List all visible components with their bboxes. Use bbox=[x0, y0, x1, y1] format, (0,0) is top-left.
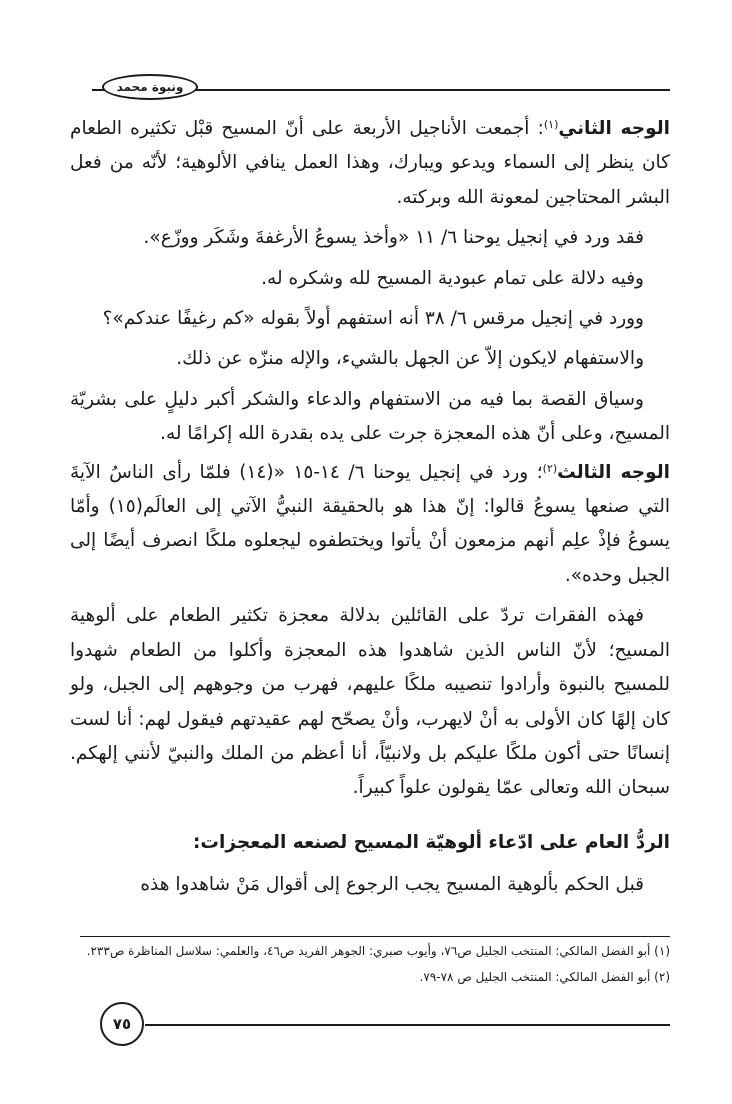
running-title: ونبوة محمد bbox=[102, 74, 198, 100]
footnote: (١) أبو الفضل المالكي: المنتخب الجليل ص٧٦، وأيوب صبري: الجوهر الفريد ص٤٦، والعلمي: سلاسل المناظرة ص٢٣٣. bbox=[86, 944, 670, 958]
page-number: ٧٥ bbox=[100, 1002, 144, 1046]
paragraph-second-aspect bbox=[70, 108, 670, 215]
paragraph-third-aspect bbox=[70, 452, 670, 594]
paragraph: فقد ورد في إنجيل يوحنا ٦/ ١١ «وأخذ يسوعُ الأرغفةَ وشَكَر ووزّع». bbox=[143, 227, 644, 249]
footnotes bbox=[70, 938, 670, 990]
section-heading: الردُّ العام على ادّعاء ألوهيّة المسيح لصنعه المعجزات: bbox=[193, 831, 670, 853]
footnote: (٢) أبو الفضل المالكي: المنتخب الجليل ص ٧٨-٧٩. bbox=[419, 970, 670, 984]
footnote-separator bbox=[80, 936, 670, 937]
footer-rule bbox=[145, 1024, 670, 1026]
paragraph: وورد في إنجيل مرقس ٦/ ٣٨ أنه استفهم أولاً بقوله «كم رغيفًا عندكم»؟ bbox=[102, 308, 644, 330]
paragraph: والاستفهام لايكون إلاّ عن الجهل بالشيء، والإله منزّه عن ذلك. bbox=[176, 348, 644, 370]
paragraph-text: ؛ ورد في إنجيل يوحنا ٦/ ١٤-١٥ «(١٤) فلمّا رأى الناسُ الآيةَ التي صنعها يسوعُ قالوا: إنّ هذا هو بالحقيقة النبيُّ الآتي إلى العالَم(١٥) وأمّا يسوعُ فإذْ علِم أنهم مزمعون أنْ يأتوا ويختطفوه ليجعلوه ملكًا انصرف أيضًا إلى الجبل وحده». bbox=[70, 461, 671, 586]
paragraph: وسياق القصة بما فيه من الاستفهام والدعاء والشكر أكبر دليلٍ على بشريّة المسيح، وعلى أنّ هذه المعجزة جرت على يده بقدرة الله إكرامًا له. bbox=[70, 388, 670, 445]
section-label: الوجه الثالث bbox=[557, 461, 670, 483]
paragraph-text: : أجمعت الأناجيل الأربعة على أنّ المسيح قبْل تكثيره الطعام كان ينظر إلى السماء ويدعو ويبارك، وهذا العمل ينافي الألوهية؛ لأنّه من فعل البشر المحتاجين لمعونة الله وبركته. bbox=[70, 118, 670, 208]
section-label: الوجه الثاني bbox=[558, 118, 670, 139]
paragraph: فهذه الفقرات تردّ على القائلين بدلالة معجزة تكثير الطعام على ألوهية المسيح؛ لأنّ الناس الذين شاهدوا هذه المعجزة وأكلوا من الطعام شهدوا للمسيح بالنبوة وأرادوا تنصيبه ملكًا عليهم، فهرب من وجوههم إلى الجبل، ولو كان إلهًا كان الأولى به أنْ لايهرب، وأنْ يصحّح لهم عقيدتهم فيقول لهم: أنا لست إنسانًا حتى أكون ملكًا عليكم بل ولانبيّاً، أنا أعظم من الملك والنبيّ لأنني إلهكم. سبحان الله وتعالى عمّا يقولون علواً كبيراً. bbox=[70, 605, 670, 799]
paragraph: وفيه دلالة على تمام عبودية المسيح لله وشكره له. bbox=[261, 267, 644, 289]
footnote-ref: (١) bbox=[543, 118, 559, 131]
main-text bbox=[70, 108, 670, 903]
footnote-ref: (٢) bbox=[542, 461, 558, 475]
paragraph: قبل الحكم بألوهية المسيح يجب الرجوع إلى أقوال مَنْ شاهدوا هذه bbox=[140, 874, 644, 896]
